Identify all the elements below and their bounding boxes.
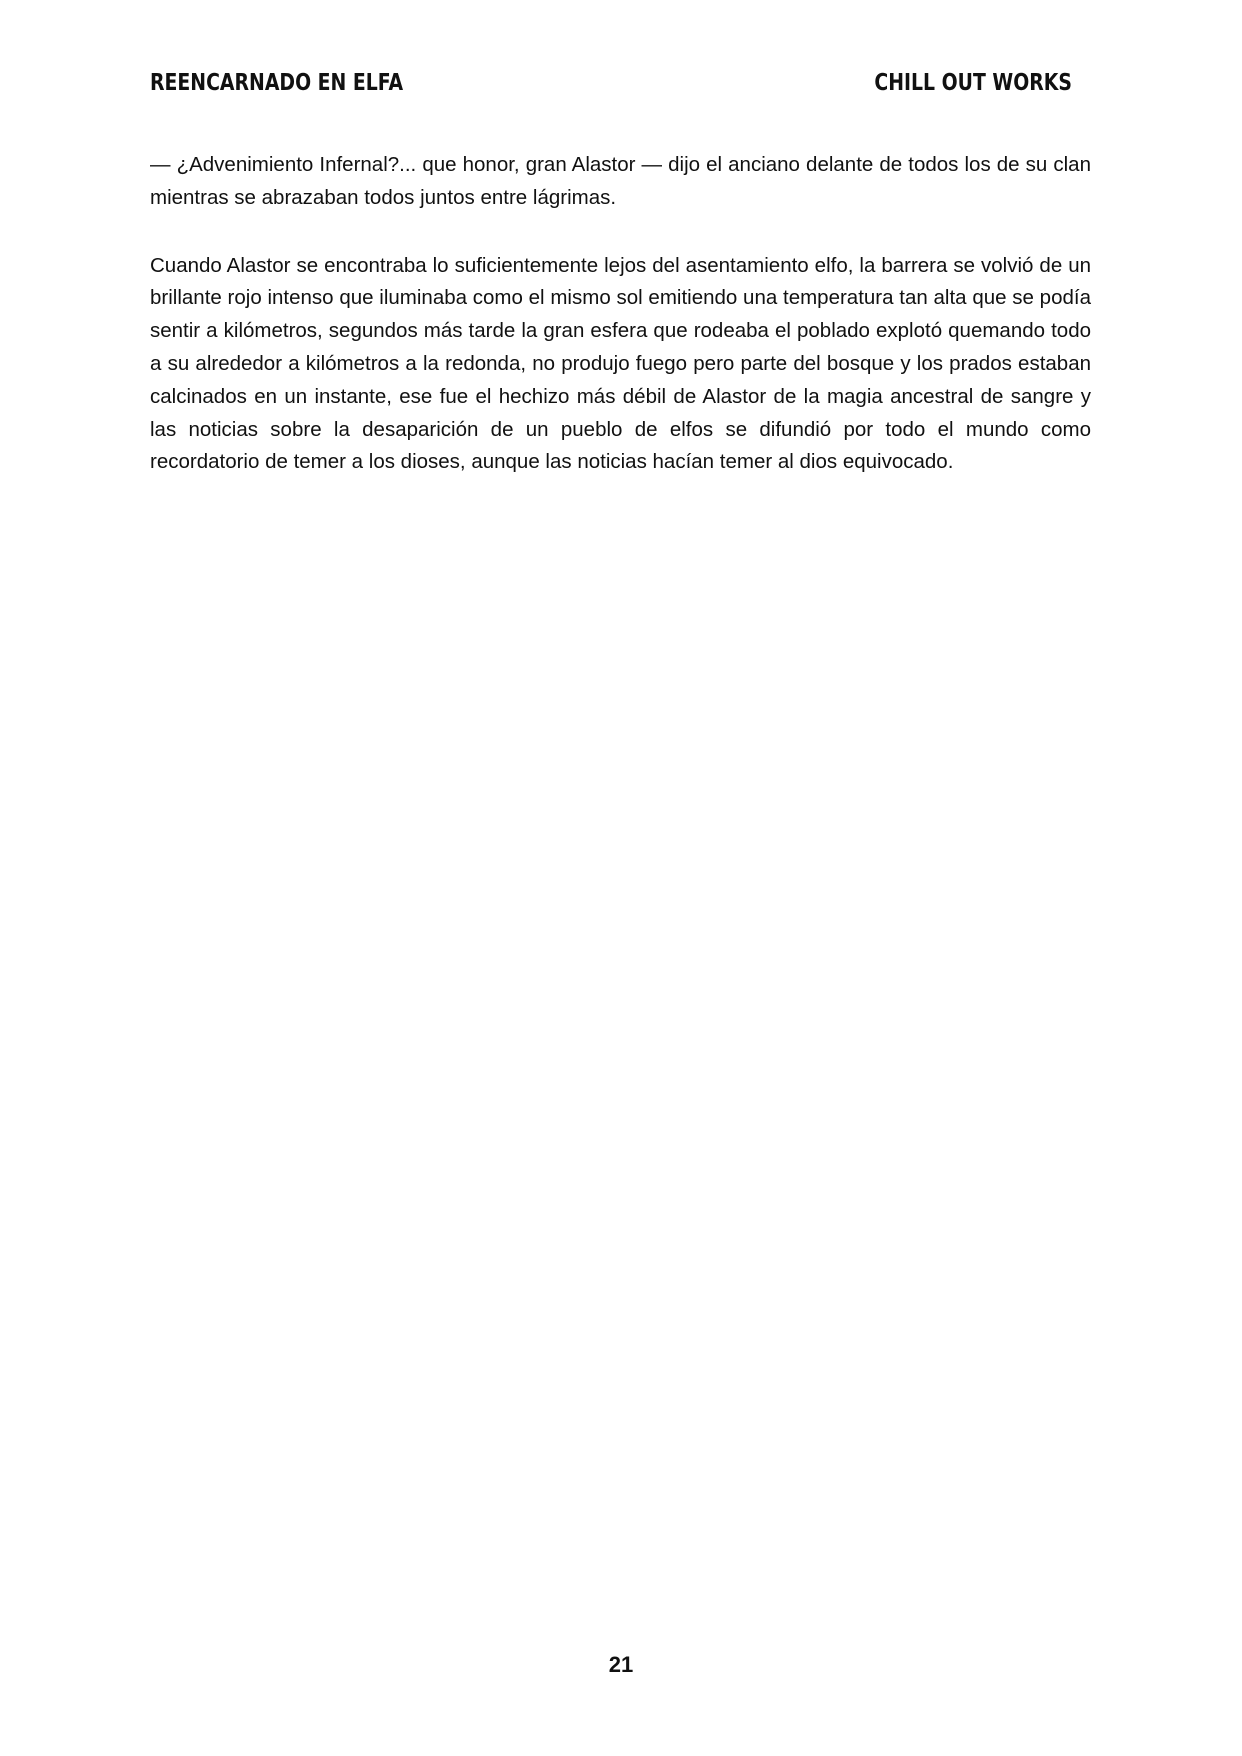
- paragraph: — ¿Advenimiento Infernal?... que honor, gran Alastor — dijo el anciano delante de todos los de su clan mientras se abrazaban todos juntos entre lágrimas.: [150, 153, 1091, 209]
- book-title: REENCARNADO EN ELFA: [150, 70, 404, 96]
- paragraph: Cuando Alastor se encontraba lo suficientemente lejos del asentamiento elfo, la barrera se volvió de un brillante rojo intenso que iluminaba como el mismo sol emitiendo una temperatura tan alta que se podía sentir a kilómetros, segundos más tarde la gran esfera que rodeaba el poblado explotó quemando todo a su alrededor a kilómetros a la redonda, no produjo fuego pero parte del bosque y los prados estaban calcinados en un instante, ese fue el hechizo más débil de Alastor de la magia ancestral de sangre y las noticias sobre la desaparición de un pueblo de elfos se difundió por todo el mundo como recordatorio de temer a los dioses, aunque las noticias hacían temer al dios equivocado.: [150, 253, 1091, 474]
- page-header: [150, 70, 1072, 110]
- body-text: [150, 149, 1091, 479]
- publisher-name: CHILL OUT WORKS: [874, 70, 1072, 96]
- page-number: 21: [608, 1652, 634, 1677]
